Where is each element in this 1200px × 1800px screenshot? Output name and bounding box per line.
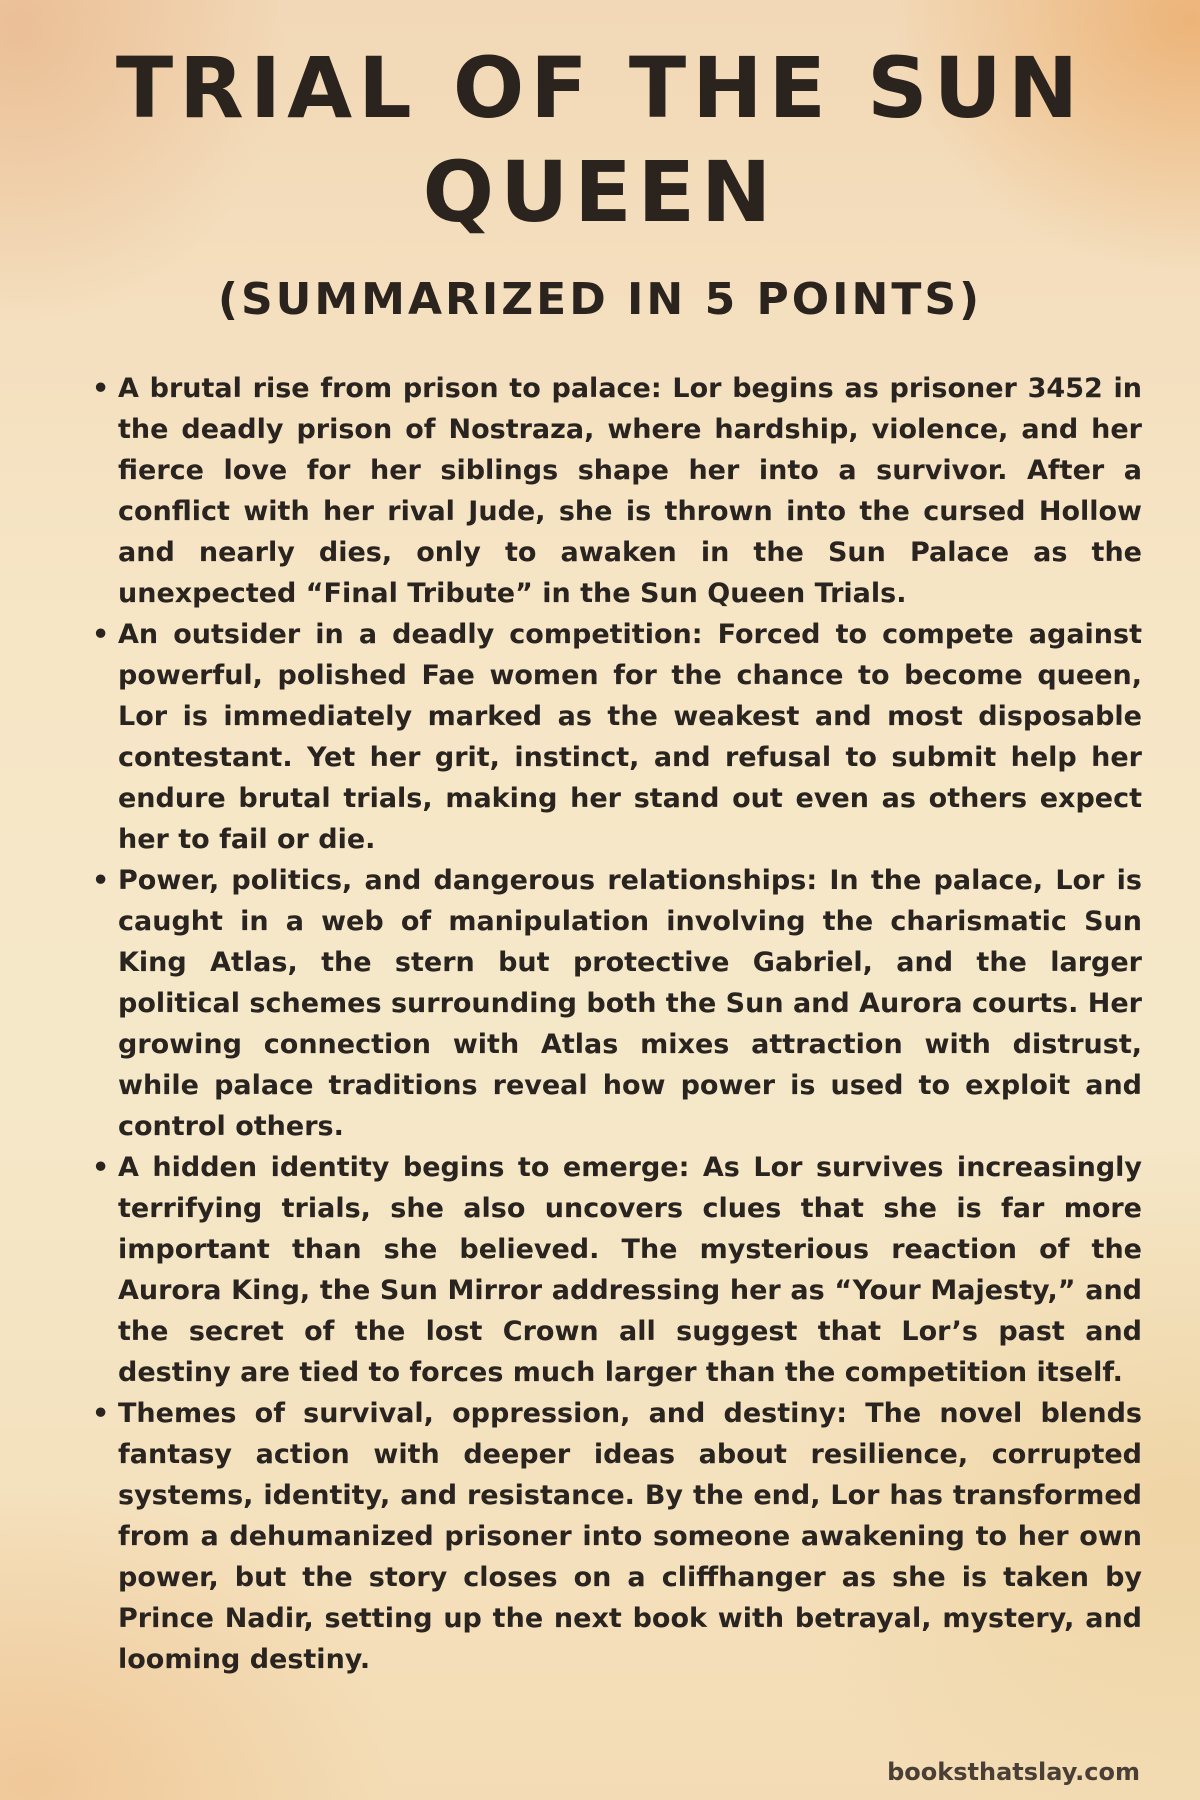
summary-points-list: [78, 368, 1142, 1680]
bullet-icon: •: [92, 619, 110, 650]
summary-point-3: [78, 860, 1142, 1147]
summary-point-text: Themes of survival, oppression, and destiny: The novel blends fantasy action with deeper ideas about resilience, corrupted systems, identity, and resistance. By the end, Lor has transformed from a dehumanized prisoner into someone awakening to her own power, but the story closes on a cliffhanger as she is taken by Prince Nadir, setting up the next book with betrayal, mystery, and looming destiny.: [118, 1398, 1142, 1675]
page-subtitle: (SUMMARIZED IN 5 POINTS): [217, 274, 983, 325]
summary-point-text: Power, politics, and dangerous relationships: In the palace, Lor is caught in a web of manipulation involving the charismatic Sun King Atlas, the stern but protective Gabriel, and the larger political schemes surrounding both the Sun and Aurora courts. Her growing connection with Atlas mixes attraction with distrust, while palace traditions reveal how power is used to exploit and control others.: [118, 865, 1142, 1142]
page-title: TRIAL OF THE SUN QUEEN: [115, 39, 1085, 241]
bullet-icon: •: [92, 1398, 110, 1429]
summary-point-text: A hidden identity begins to emerge: As Lor survives increasingly terrifying trials, she also uncovers clues that she is far more important than she believed. The mysterious reaction of the Aurora King, the Sun Mirror addressing her as “Your Majesty,” and the secret of the lost Crown all suggest that Lor’s past and destiny are tied to forces much larger than the competition itself.: [118, 1152, 1142, 1388]
summary-point-1: [78, 368, 1142, 614]
source-website: booksthatslay.com: [887, 1758, 1140, 1786]
bullet-icon: •: [92, 373, 110, 404]
summary-point-4: [78, 1147, 1142, 1393]
summary-point-text: An outsider in a deadly competition: Forced to compete against powerful, polished Fae women for the chance to become queen, Lor is immediately marked as the weakest and most disposable contestant. Yet her grit, instinct, and refusal to submit help her endure brutal trials, making her stand out even as others expect her to fail or die.: [118, 619, 1142, 855]
summary-point-2: [78, 614, 1142, 860]
bullet-icon: •: [92, 865, 110, 896]
summary-point-text: A brutal rise from prison to palace: Lor begins as prisoner 3452 in the deadly prison of Nostraza, where hardship, violence, and her fierce love for her siblings shape her into a survivor. After a conflict with her rival Jude, she is thrown into the cursed Hollow and nearly dies, only to awaken in the Sun Palace as the unexpected “Final Tribute” in the Sun Queen Trials.: [118, 373, 1142, 609]
summary-point-5: [78, 1393, 1142, 1680]
bullet-icon: •: [92, 1152, 110, 1183]
